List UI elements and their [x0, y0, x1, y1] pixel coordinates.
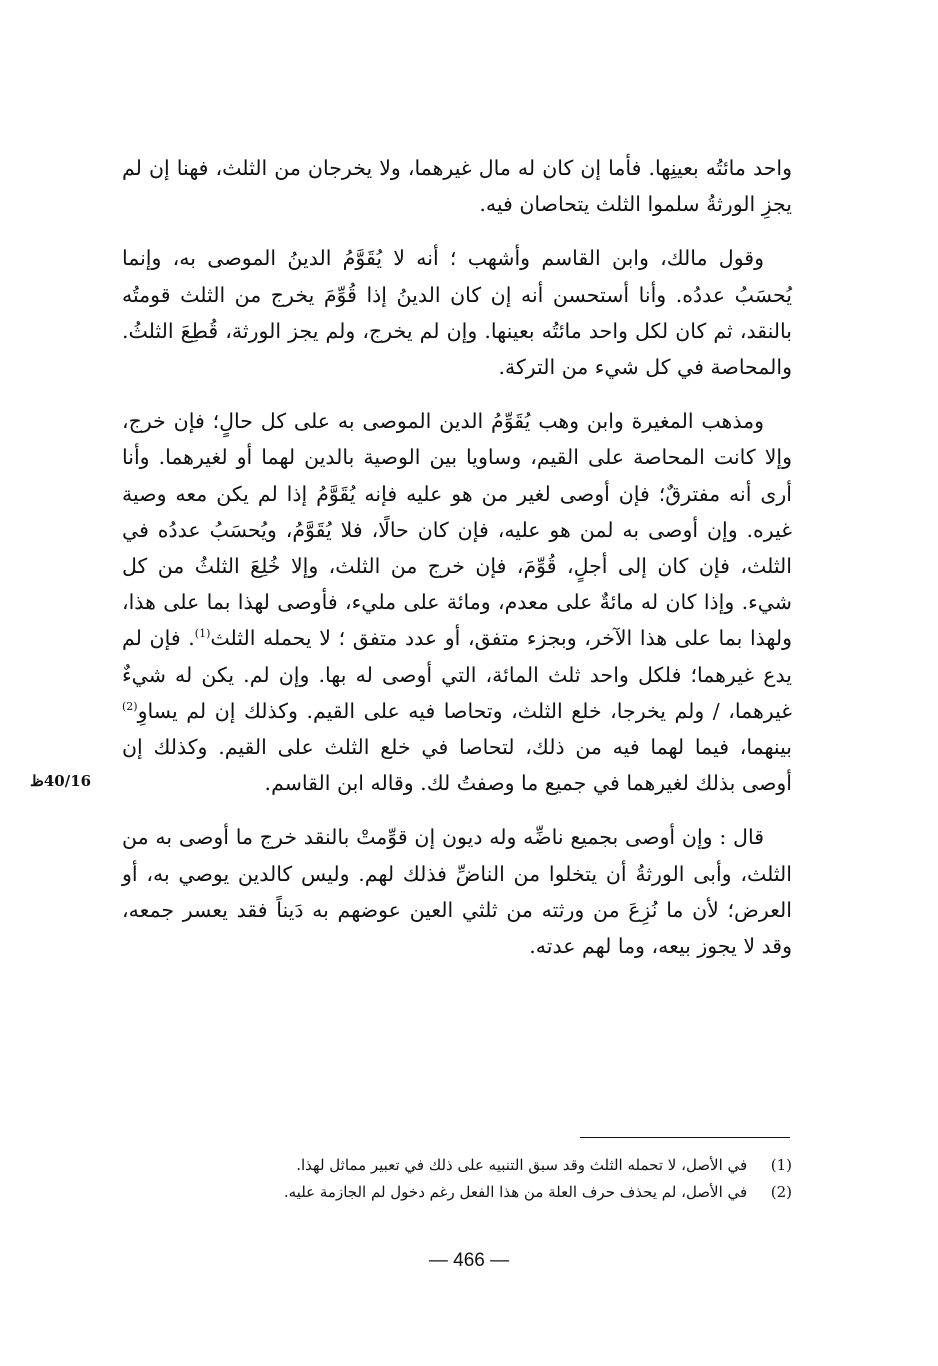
- paragraph-1: [122, 150, 792, 222]
- footnotes: [180, 1152, 792, 1206]
- footnote-marker-1: (1): [194, 627, 211, 641]
- footnote-separator: [580, 1137, 790, 1138]
- footnote-1-text: في الأصل، لا تحمله الثلث وقد سبق التنبيه على ذلك في تعبير مماثل لهذا.: [296, 1156, 748, 1174]
- paragraph-3-text-a: ومذهب المغيرة وابن وهب يُقَوِّمُ الدين الموصى به على كل حالٍ؛ فإن خرج، وإلا كانت المحاصة على القيم، وساويا بين الوصية بالدين لهما أو لغيرهما. وأنا أرى أنه مفترقٌ؛ فإن أوصى لغير من هو عليه فإنه يُقَوَّمُ إذا لم يكن معه وصية غيره. وإن أوصى به لمن هو عليه، فإن كان حالًا، فلا يُقَوَّمُ، ويُحسَبُ عددُه في الثلث، فإن كان إلى أجلٍ، قُوِّمَ، فإن خرج من الثلث، وإلا خُلِعَ الثلثُ من كل شيء. وإذا كان له مائةٌ على معدم، ومائة على مليء، فأوصى لهذا بما على هذا، ولهذا بما على هذا الآخر، وبجزء متفق، أو عدد متفق ؛ لا يحمله الثلث: [122, 409, 792, 651]
- page-number: — 466 —: [428, 1250, 510, 1271]
- footnote-marker-2: (2): [122, 700, 138, 714]
- paragraph-3-text-b: . فإن لم يدع غيرهما؛ فلكل واحد ثلث المائة، التي أوصى له بها. وإن لم. يكن له شيءٌ غيرهما، / ولم يخرجا، خلع الثلث، وتحاصا فيه على القيم. وكذلك إن لم يساوِ: [122, 626, 792, 723]
- main-text: [122, 150, 792, 982]
- paragraph-4-text: قال : وإن أوصى بجميع ناضِّه وله ديون إن قوِّمتْ بالنقد خرج ما أوصى به من الثلث، وأبى الورثةُ أن يتخلوا من الناضِّ فذلك لهم. وليس كالدين يوصي به، أو العرض؛ لأن ما نُزِعَ من ورثته من ثلثي العين عوضهم به دَيناً فقد يعسر جمعه، وقد لا يجوز بيعه، وما لهم عدته.: [122, 825, 792, 959]
- footnote-2-text: في الأصل، لم يحذف حرف العلة من هذا الفعل رغم دخول لم الجازمة عليه.: [283, 1183, 748, 1201]
- paragraph-4: [122, 819, 792, 964]
- paragraph-1-text: واحد مائتُه بعينِها. فأما إن كان له مال غيرهما، ولا يخرجان من الثلث، فهنا إن لم يجزِ الورثةُ سلموا الثلث يتحاصان فيه.: [122, 156, 792, 217]
- footnote-2-number: (2): [770, 1183, 792, 1201]
- paragraph-2: [122, 240, 792, 385]
- paragraph-3-text-c: بينهما، فيما لهما فيه من ذلك، لتحاصا في خلع الثلث على القيم. وكذلك إن أوصى بذلك لغيرهما في جميع ما وصفتُ لك. وقاله ابن القاسم.: [122, 735, 792, 796]
- paragraph-3: [122, 403, 792, 801]
- folio-margin-note: 40/16ظ: [30, 772, 92, 790]
- footnote-1-number: (1): [770, 1156, 792, 1174]
- paragraph-2-text: وقول مالك، وابن القاسم وأشهب ؛ أنه لا يُقَوَّمُ الدينُ الموصى به، وإنما يُحسَبُ عددُه. وأنا أستحسن أنه إن كان الدينُ إذا قُوِّمَ يخرج من الثلث قومتُه بالنقد، ثم كان لكل واحد مائتُه بعينها. وإن لم يخرج، ولم يجز الورثة، قُطِعَ الثلثُ. والمحاصة في كل شيء من التركة.: [122, 246, 792, 380]
- footnote-2: [180, 1179, 792, 1206]
- footnote-1: [180, 1152, 792, 1179]
